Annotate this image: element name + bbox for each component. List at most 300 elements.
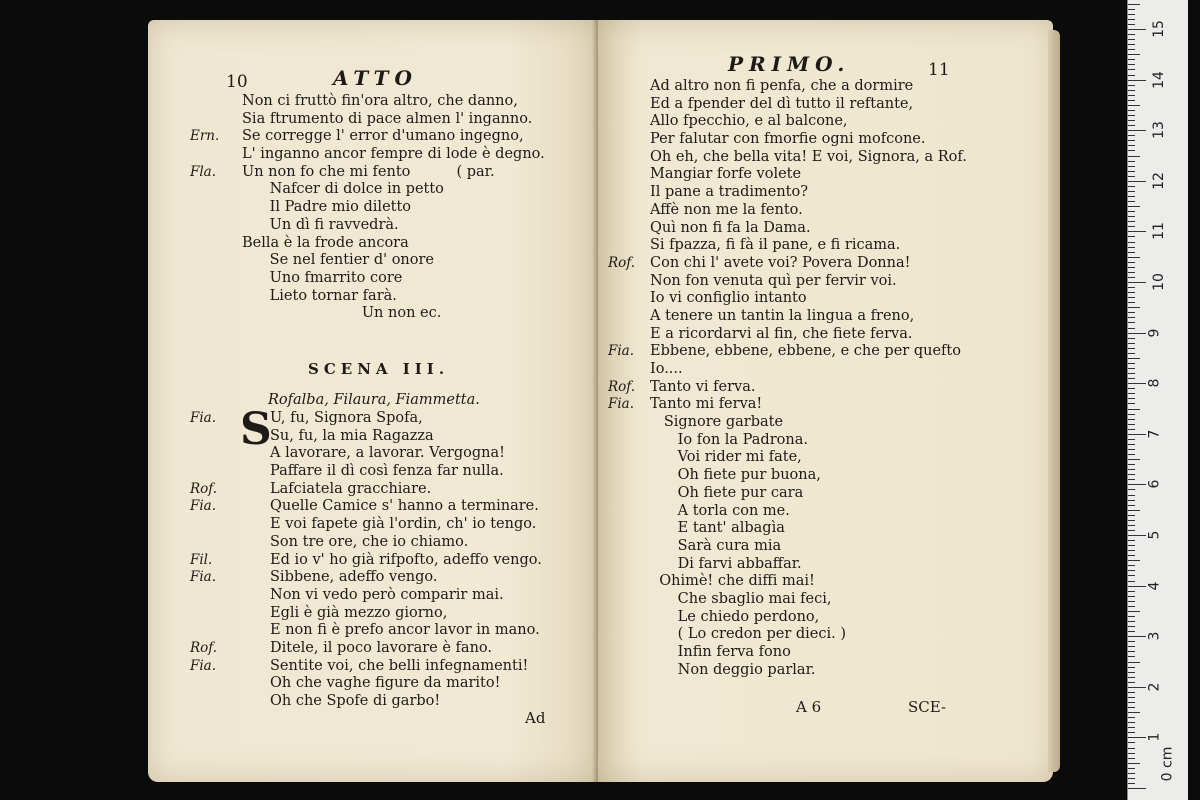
line-text: Oh che Spofe di garbo! — [270, 693, 441, 709]
ruler-tick — [1128, 333, 1146, 334]
verse-block-2 — [190, 404, 590, 711]
line-text: Ad altro non fi penfa, che a dormire — [650, 78, 914, 94]
ruler-tick — [1128, 373, 1135, 374]
verse-line — [190, 270, 590, 288]
line-text: Non fon venuta quì per fervir voi. — [650, 272, 897, 289]
ruler-tick — [1128, 14, 1135, 15]
right-page — [598, 20, 1053, 782]
verse-line — [608, 343, 1048, 361]
ruler-tick — [1128, 742, 1135, 743]
ruler-tick — [1128, 348, 1135, 349]
verse-line — [608, 573, 1048, 591]
verse-line — [608, 361, 1048, 379]
open-book — [140, 20, 1065, 782]
ruler-tick — [1128, 135, 1135, 136]
ruler-tick — [1128, 9, 1135, 10]
line-text: L' inganno ancor fempre di lode è degno. — [242, 146, 545, 163]
ruler-tick — [1128, 631, 1135, 632]
ruler-tick — [1128, 464, 1135, 465]
ruler-tick — [1128, 667, 1135, 668]
verse-line — [608, 290, 1048, 308]
line-text: Su, fu, la mia Ragazza — [270, 427, 434, 444]
ruler-number: 3 — [1146, 631, 1163, 641]
ruler-tick — [1128, 171, 1135, 172]
ruler-tick — [1128, 459, 1140, 460]
ruler-tick — [1128, 24, 1135, 25]
line-text: E voi fapete già l'ordin, ch' io tengo. — [270, 516, 537, 533]
line-text: Se corregge l' error d'umano ingegno, — [242, 128, 524, 145]
verse-line — [190, 463, 590, 481]
verse-block-1 — [190, 93, 590, 323]
ruler-tick — [1128, 115, 1135, 116]
line-text: Tanto mi ferva! — [650, 396, 763, 413]
verse-line — [608, 379, 1048, 397]
verse-line — [608, 78, 1048, 96]
ruler-tick — [1128, 282, 1146, 283]
verse-line — [190, 164, 590, 182]
ruler-tick — [1128, 505, 1135, 506]
verse-line — [190, 498, 590, 516]
ruler-tick — [1128, 358, 1140, 359]
ruler-tick — [1128, 768, 1135, 769]
ruler-tick — [1128, 287, 1135, 288]
ruler-tick — [1128, 424, 1135, 425]
verse-line — [190, 534, 590, 552]
ruler-number: 9 — [1146, 328, 1163, 338]
ruler-tick — [1128, 59, 1135, 60]
verse-line — [190, 675, 590, 693]
line-text: Io fon la Padrona. — [650, 431, 808, 448]
line-text: Quelle Camice s' hanno a terminare. — [270, 498, 539, 515]
ruler-tick — [1128, 29, 1146, 30]
ruler-tick — [1128, 262, 1135, 263]
ruler-number: 1 — [1146, 732, 1163, 742]
catchword: Ad — [525, 709, 546, 727]
ruler-tick — [1128, 383, 1146, 384]
verse-line — [608, 644, 1048, 662]
line-text: Sibbene, adeffo vengo. — [270, 569, 438, 586]
verse-line — [608, 184, 1048, 202]
ruler-tick — [1128, 206, 1140, 207]
ruler-tick — [1128, 191, 1135, 192]
ruler-tick — [1128, 682, 1135, 683]
verse-line — [608, 467, 1048, 485]
verse-line — [608, 96, 1048, 114]
ruler-tick — [1128, 196, 1135, 197]
ruler-tick — [1128, 429, 1135, 430]
line-text: Ebbene, ebbene, ebbene, e che per quefto — [650, 343, 961, 360]
line-text: A torla con me. — [650, 502, 790, 519]
ruler-tick — [1128, 69, 1135, 70]
verse-line — [608, 432, 1048, 450]
verse-line — [608, 538, 1048, 556]
speaker-label: Ern. — [190, 128, 220, 145]
ruler-tick — [1128, 34, 1135, 35]
ruler-tick — [1128, 439, 1135, 440]
ruler-tick — [1128, 328, 1135, 329]
ruler-tick — [1128, 363, 1135, 364]
line-text: U, fu, Signora Spofa, — [270, 410, 423, 426]
ruler-tick — [1128, 581, 1135, 582]
ruler-tick — [1128, 520, 1135, 521]
line-text: Egli è già mezzo giorno, — [270, 604, 448, 621]
ruler-tick — [1128, 272, 1135, 273]
ruler-tick — [1128, 570, 1135, 571]
ruler-tick — [1128, 120, 1135, 121]
line-text: Di farvi abbaffar. — [650, 555, 802, 572]
ruler-tick — [1128, 474, 1135, 475]
ruler-tick — [1128, 338, 1135, 339]
ruler-tick — [1128, 479, 1135, 480]
line-text: Oh fiete pur buona, — [650, 467, 821, 484]
verse-line — [608, 308, 1048, 326]
ruler-tick — [1128, 575, 1135, 576]
ruler-tick — [1128, 125, 1135, 126]
verse-line — [190, 252, 590, 270]
ruler-tick — [1128, 292, 1135, 293]
speaker-label: Fia. — [608, 343, 635, 360]
ruler-tick — [1128, 236, 1135, 237]
verse-line — [608, 626, 1048, 644]
line-text: A tenere un tantin la lingua a freno, — [650, 307, 915, 324]
line-text: Uno fmarrito core — [242, 269, 403, 286]
ruler-tick — [1128, 586, 1146, 587]
line-text: Io vi configlio intanto — [650, 290, 807, 307]
ruler-tick — [1128, 732, 1135, 733]
ruler-tick — [1128, 773, 1135, 774]
verse-line — [190, 552, 590, 570]
line-text: Che sbaglio mai feci, — [650, 590, 832, 607]
ruler-number: 7 — [1146, 429, 1163, 439]
ruler-tick — [1128, 758, 1135, 759]
ruler-tick — [1128, 312, 1135, 313]
speaker-label: Rof. — [190, 639, 218, 656]
ruler-tick — [1128, 636, 1146, 637]
ruler-tick — [1128, 525, 1135, 526]
drop-capital: S — [240, 404, 272, 455]
ruler-number: 13 — [1150, 121, 1167, 140]
verse-block-3 — [608, 78, 1048, 679]
ruler-tick — [1128, 469, 1135, 470]
ruler-tick — [1128, 145, 1135, 146]
ruler-tick — [1128, 317, 1135, 318]
ruler-tick — [1128, 201, 1135, 202]
ruler-tick — [1128, 80, 1146, 81]
ruler-tick — [1128, 110, 1135, 111]
verse-line — [608, 449, 1048, 467]
ruler-tick — [1128, 322, 1135, 323]
verse-line — [190, 288, 590, 306]
ruler-tick — [1128, 591, 1135, 592]
ruler-tick — [1128, 156, 1140, 157]
ruler-tick — [1128, 85, 1135, 86]
ruler-tick — [1128, 540, 1135, 541]
verse-line — [608, 220, 1048, 238]
ruler-number: 15 — [1150, 20, 1167, 38]
line-text: Quì non fi fa la Dama. — [650, 219, 811, 236]
ruler-tick — [1128, 242, 1135, 243]
ruler-tick — [1128, 697, 1135, 698]
ruler-tick — [1128, 641, 1135, 642]
ruler-tick — [1128, 353, 1135, 354]
ruler-tick — [1128, 343, 1135, 344]
ruler-tick — [1128, 90, 1135, 91]
page-number: 10 — [226, 72, 248, 92]
ruler-tick — [1128, 419, 1135, 420]
ruler-tick — [1128, 444, 1135, 445]
ruler-tick — [1128, 489, 1135, 490]
verse-line — [608, 396, 1048, 414]
ruler-tick — [1128, 100, 1135, 101]
line-text: E a ricordarvi al fin, che fiete ferva. — [650, 325, 913, 342]
ruler-tick — [1128, 4, 1140, 5]
ruler-number: 14 — [1150, 70, 1167, 89]
verse-line — [608, 255, 1048, 273]
verse-line — [608, 414, 1048, 432]
line-text: Affè non me la fento. — [650, 201, 803, 218]
ruler-tick — [1128, 161, 1135, 162]
verse-line — [190, 516, 590, 534]
speaker-label: Fil. — [190, 551, 213, 568]
verse-line — [190, 181, 590, 199]
ruler-tick — [1128, 388, 1135, 389]
line-text: Ohimè! che diffi mai! — [650, 573, 815, 590]
ruler-tick — [1128, 530, 1135, 531]
verse-line — [190, 481, 590, 499]
ruler-number: 6 — [1146, 479, 1163, 489]
line-text: Per falutar con fmorfie ogni mofcone. — [650, 131, 926, 148]
ruler-tick — [1128, 54, 1140, 55]
ruler-tick — [1128, 267, 1135, 268]
verse-line — [608, 326, 1048, 344]
ruler-tick — [1128, 231, 1146, 232]
verse-line — [608, 131, 1048, 149]
ruler-tick — [1128, 626, 1135, 627]
ruler-tick — [1128, 672, 1135, 673]
ruler-tick — [1128, 39, 1135, 40]
ruler-tick — [1128, 398, 1135, 399]
ruler-tick — [1128, 130, 1146, 131]
ruler-tick — [1128, 19, 1135, 20]
speaker-label: Fia. — [190, 410, 217, 426]
ruler-tick — [1128, 166, 1135, 167]
verse-line — [608, 237, 1048, 255]
ruler-number: 10 — [1150, 273, 1167, 291]
ruler-tick — [1128, 656, 1135, 657]
ruler-tick — [1128, 692, 1135, 693]
ruler-tick — [1128, 753, 1135, 754]
verse-line — [190, 128, 590, 146]
speaker-label: Rof. — [608, 378, 636, 395]
verse-line — [190, 93, 590, 111]
verse-line — [608, 485, 1048, 503]
ruler-tick — [1128, 257, 1140, 258]
ruler-tick — [1128, 378, 1135, 379]
ruler-tick — [1128, 788, 1146, 789]
line-text: Oh che vaghe figure da marito! — [270, 675, 501, 692]
verse-line — [190, 305, 590, 323]
ruler-tick — [1128, 226, 1135, 227]
line-text: Bella è la frode ancora — [242, 234, 409, 251]
ruler-tick — [1128, 550, 1135, 551]
speaker-label: Rof. — [190, 480, 218, 497]
line-text: Il pane a tradimento? — [650, 184, 809, 201]
verse-line — [608, 609, 1048, 627]
scene-title: SCENA III. — [308, 360, 450, 378]
line-text: E tant' albagìa — [650, 520, 785, 537]
ruler-tick — [1128, 216, 1135, 217]
verse-line — [190, 445, 590, 463]
verse-line — [608, 273, 1048, 291]
line-text: Voi rider mi fate, — [650, 449, 802, 466]
line-text: Ed io v' ho già rifpofto, adeffo vengo. — [270, 551, 542, 568]
ruler-tick — [1128, 687, 1146, 688]
ruler-tick — [1128, 500, 1135, 501]
verse-line — [608, 556, 1048, 574]
ruler-tick — [1128, 565, 1135, 566]
ruler-tick — [1128, 651, 1135, 652]
ruler-tick — [1128, 601, 1135, 602]
line-text: Sentite voi, che belli infegnamenti! — [270, 657, 529, 674]
line-text: Un non ec. — [242, 305, 442, 322]
line-text: Mangiar forfe volete — [650, 166, 802, 183]
line-text: Nafcer di dolce in petto — [242, 181, 444, 198]
line-text: Con chi l' avete voi? Povera Donna! — [650, 254, 911, 271]
ruler-tick — [1128, 722, 1135, 723]
signature-mark: A 6 — [796, 698, 822, 716]
ruler-tick — [1128, 414, 1135, 415]
line-text: Son tre ore, che io chiamo. — [270, 533, 469, 550]
line-text: Ed a fpender del dì tutto il reftante, — [650, 95, 914, 112]
ruler-tick — [1128, 596, 1135, 597]
ruler-number: 5 — [1146, 530, 1163, 540]
ruler-tick — [1128, 646, 1135, 647]
ruler-tick — [1128, 221, 1135, 222]
speaker-label: Fia. — [190, 498, 217, 515]
ruler-tick — [1128, 252, 1135, 253]
line-text: Se nel fentier d' onore — [242, 252, 435, 269]
verse-line — [190, 658, 590, 676]
ruler-tick — [1128, 748, 1135, 749]
speaker-label: Fia. — [190, 657, 217, 674]
ruler-tick — [1128, 49, 1135, 50]
line-text: Sia ftrumento di pace almen l' inganno. — [242, 110, 533, 127]
ruler-tick — [1128, 515, 1135, 516]
ruler-number: 4 — [1146, 581, 1163, 591]
line-text: Non deggio parlar. — [650, 661, 816, 678]
line-text: Oh fiete pur cara — [650, 484, 804, 501]
line-text: Lieto tornar farà. — [242, 287, 397, 304]
verse-line — [190, 587, 590, 605]
speaker-label: Fia. — [190, 569, 217, 586]
verse-line — [608, 149, 1048, 167]
ruler-tick — [1128, 211, 1135, 212]
ruler-tick — [1128, 409, 1140, 410]
line-text: Un non fo che mi fento ( par. — [242, 163, 495, 180]
verse-line — [190, 410, 590, 428]
ruler-tick — [1128, 677, 1135, 678]
verse-line — [190, 235, 590, 253]
verse-line — [608, 166, 1048, 184]
line-text: Il Padre mio diletto — [242, 199, 412, 216]
ruler-tick — [1128, 778, 1135, 779]
ruler-number: 11 — [1150, 222, 1167, 241]
ruler-tick — [1128, 454, 1135, 455]
ruler-tick — [1128, 702, 1135, 703]
ruler-tick — [1128, 140, 1135, 141]
ruler-tick — [1128, 64, 1135, 65]
speaker-label: Rof. — [608, 254, 636, 271]
line-text: Allo fpecchio, e al balcone, — [650, 113, 848, 130]
ruler-tick — [1128, 763, 1140, 764]
speaker-label: Fia. — [608, 396, 635, 413]
verse-line — [190, 217, 590, 235]
ruler-tick — [1128, 105, 1140, 106]
ruler-tick — [1128, 75, 1135, 76]
line-text: Paffare il dì così fenza far nulla. — [270, 463, 504, 480]
ruler-unit-label: 0 cm — [1159, 746, 1176, 782]
ruler-tick — [1128, 176, 1135, 177]
ruler-tick — [1128, 150, 1135, 151]
line-text: A lavorare, a lavorar. Vergogna! — [270, 445, 505, 462]
running-header: ATTO — [333, 66, 418, 90]
verse-line — [608, 202, 1048, 220]
line-text: Ditele, il poco lavorare è fano. — [270, 639, 492, 656]
ruler-tick — [1128, 621, 1135, 622]
ruler-tick — [1128, 606, 1135, 607]
verse-line — [190, 569, 590, 587]
ruler-tick — [1128, 737, 1146, 738]
left-page — [148, 20, 598, 782]
ruler-tick — [1128, 495, 1135, 496]
ruler-tick — [1128, 181, 1146, 182]
ruler-tick — [1128, 434, 1146, 435]
ruler-tick — [1128, 727, 1135, 728]
verse-line — [608, 113, 1048, 131]
ruler-tick — [1128, 560, 1140, 561]
verse-line — [608, 520, 1048, 538]
line-text: Le chiedo perdono, — [650, 608, 820, 625]
ruler-tick — [1128, 535, 1146, 536]
verse-line — [608, 503, 1048, 521]
page-number: 11 — [928, 60, 950, 80]
ruler-tick — [1128, 297, 1135, 298]
ruler-tick — [1128, 717, 1135, 718]
line-text: Tanto vi ferva. — [650, 378, 756, 395]
running-header: PRIMO. — [728, 52, 851, 76]
verse-line — [190, 199, 590, 217]
line-text: Sarà cura mia — [650, 537, 782, 554]
line-text: Signore garbate — [650, 414, 784, 431]
speaker-label: Fla. — [190, 163, 217, 180]
ruler-tick — [1128, 368, 1135, 369]
line-text: Infin ferva fono — [650, 644, 791, 660]
ruler-tick — [1128, 307, 1140, 308]
ruler-tick — [1128, 712, 1140, 713]
line-text: Non vi vedo però comparir mai. — [270, 586, 504, 603]
verse-line — [190, 146, 590, 164]
ruler-number: 12 — [1150, 171, 1167, 190]
line-text: Si fpazza, fi fà il pane, e fi ricama. — [650, 237, 901, 254]
ruler-tick — [1128, 247, 1135, 248]
measuring-ruler — [1127, 0, 1188, 800]
ruler-tick — [1128, 186, 1135, 187]
ruler-tick — [1128, 449, 1135, 450]
line-text: Io.... — [650, 361, 683, 377]
ruler-tick — [1128, 95, 1135, 96]
ruler-tick — [1128, 545, 1135, 546]
verse-line — [608, 662, 1048, 680]
